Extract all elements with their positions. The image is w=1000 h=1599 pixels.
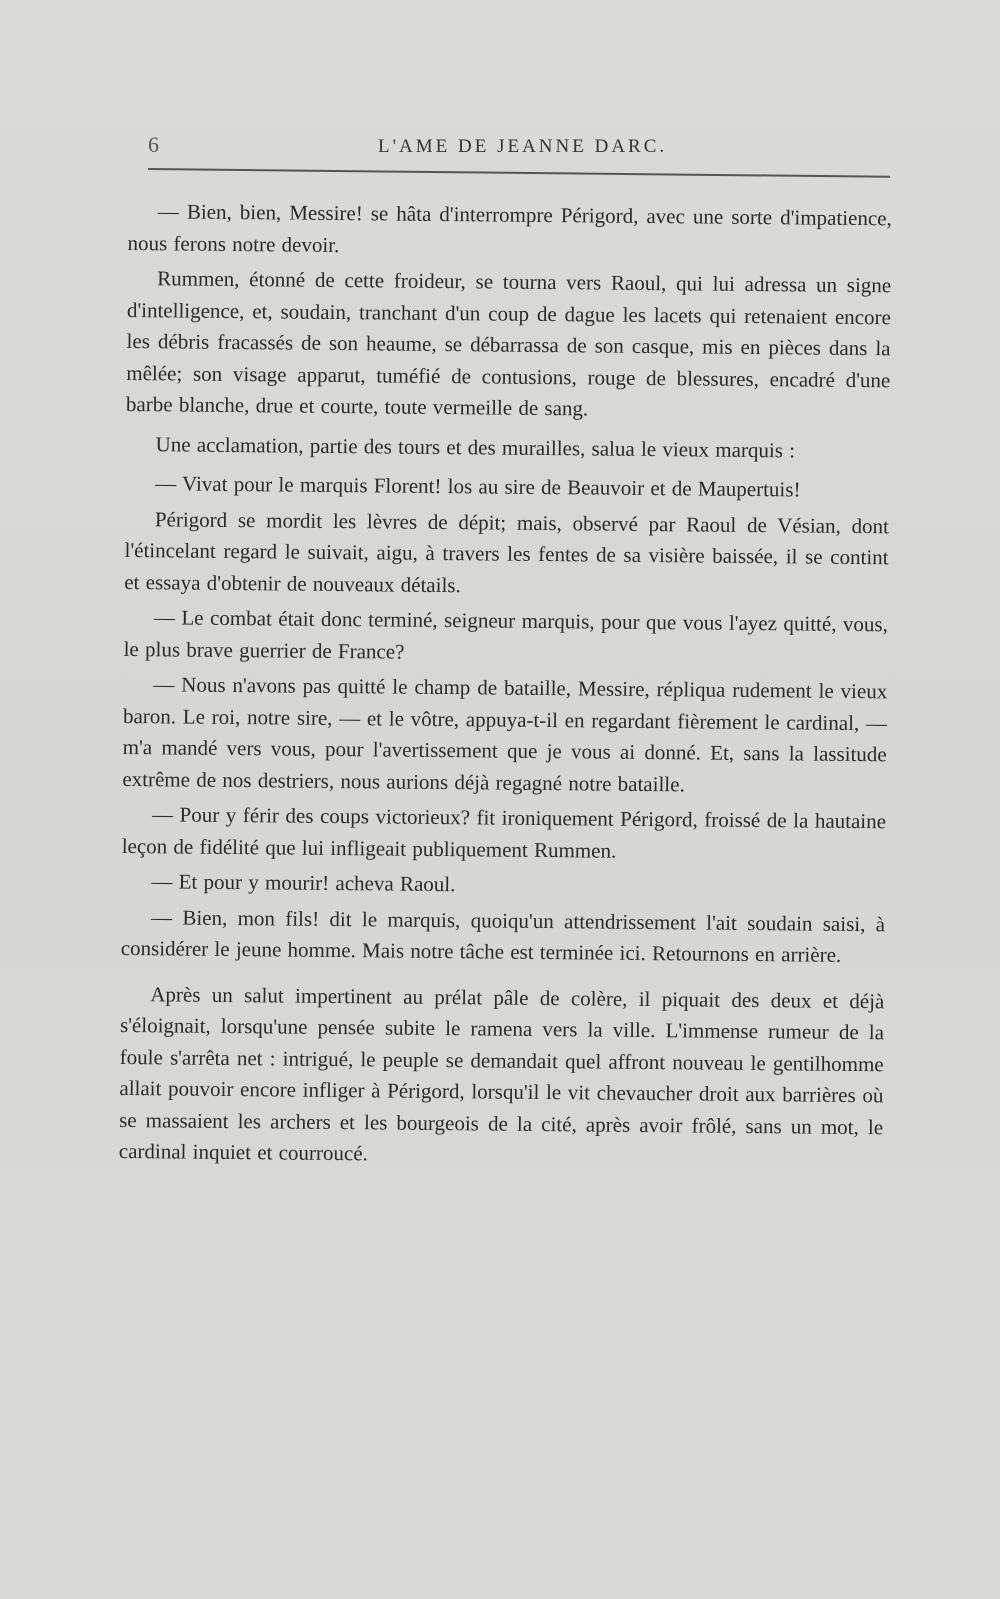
running-title: L'AME DE JEANNE DARC. bbox=[378, 136, 668, 157]
paragraph: — Bien, mon fils! dit le marquis, quoiqu'un attendrissement l'ait soudain saisi, à considérer le jeune homme. Mais notre tâche est terminée ici. Retournons en arrière. bbox=[120, 904, 886, 967]
page-header bbox=[148, 132, 888, 162]
paragraph: Après un salut impertinent au prélat pâle de colère, il piquait des deux et déjà s'éloignait, lorsqu'une pensée subite le ramena vers la ville. L'immense rumeur de la foule s'arrêta net : intrigué, le peuple se demandait quel affront nouveau le gentilhomme allait pouvoir encore infliger à Périgord, lorsqu'il le vit chevaucher droit aux barrières où se massaient les archers et les bourgeois de la cité, après avoir frôlé, sans un mot, le cardinal inquiet et courroucé. bbox=[118, 981, 885, 1166]
body-text bbox=[119, 196, 892, 1175]
paragraph: Périgord se mordit les lèvres de dépit; mais, observé par Raoul de Vésian, dont l'étincelant regard le suivait, aigu, à travers les fentes de sa visière baissée, il se contint et essaya d'obtenir de nouveaux détails. bbox=[124, 506, 889, 597]
paragraph: — Nous n'avons pas quitté le champ de bataille, Messire, répliqua rudement le vieux baron. Le roi, notre sire, — et le vôtre, appuya-t-il en regardant fièrement le cardinal, — m'a mandé vers vous, pour l'avertissement que je vous ai donné. Et, sans la lassitude extrême de nos destriers, nous aurions déjà regagné notre bataille. bbox=[122, 672, 888, 796]
paragraph: — Vivat pour le marquis Florent! los au sire de Beauvoir et de Maupertuis! bbox=[155, 471, 801, 502]
page-number: 6 bbox=[148, 132, 159, 157]
paragraph: Rummen, étonné de cette froideur, se tourna vers Raoul, qui lui adressa un signe d'intelligence, et, soudain, tranchant d'un coup de dague les lacets qui retenaient encore les débris fracassés de son heaume, se débarrassa de son casque, mis en pièces dans la mêlée; son visage apparut, tuméfié de contusions, rouge de blessures, encadré d'une barbe blanche, drue et courte, toute vermeille de sang. bbox=[125, 266, 892, 421]
paragraph: Une acclamation, partie des tours et des murailles, salua le vieux marquis : bbox=[155, 431, 796, 462]
paragraph: — Le combat était donc terminé, seigneur marquis, pour que vous l'ayez quitté, vous, le plus brave guerrier de France? bbox=[123, 605, 889, 664]
paragraph: — Pour y férir des coups victorieux? fit ironiquement Périgord, froissé de la hautaine leçon de fidélité que lui infligeait publiquement Rummen. bbox=[121, 802, 887, 863]
paragraph: — Et pour y mourir! acheva Raoul. bbox=[151, 869, 456, 897]
paragraph: — Bien, bien, Messire! se hâta d'interrompre Périgord, avec une sorte d'impatience, nous ferons notre devoir. bbox=[127, 199, 892, 257]
header-rule bbox=[148, 168, 890, 178]
